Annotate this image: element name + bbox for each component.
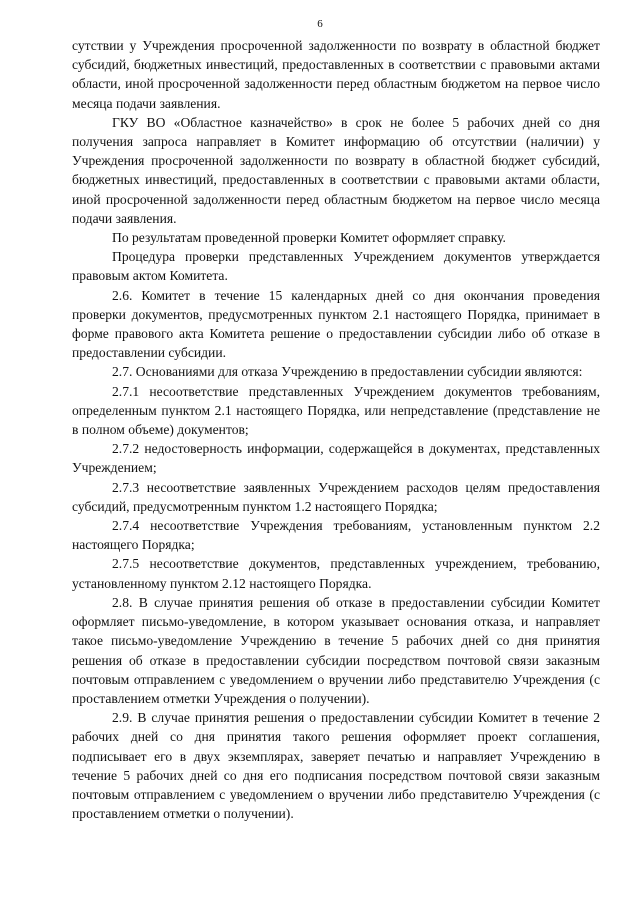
page-number: 6: [317, 18, 323, 30]
paragraph-2-8: 2.8. В случае принятия решения об отказе в предоставлении субсидии Комитет оформляет письмо-уведомление, в котором указывает основания отказа, и направляет такое письмо-уведомление Учреждению в течение 5 рабочих дней со дня принятия решения об отказе в предоставлении субсидии посредством почтовой связи заказным почтовым отправлением с уведомлением о вручении либо представителю Учреждения (с проставлением отметки Учреждения о получении).: [72, 594, 600, 706]
document-body: [72, 36, 600, 823]
paragraph-3: По результатам проведенной проверки Комитет оформляет справку.: [112, 230, 506, 246]
paragraph-2-7-3: 2.7.3 несоответствие заявленных Учреждением расходов целям предоставления субсидий, предусмотренным пунктом 1.2 настоящего Порядка;: [72, 479, 600, 514]
paragraph-2-7-5: 2.7.5 несоответствие документов, представленных учреждением, требованию, установленному пунктом 2.12 настоящего Порядка.: [72, 556, 600, 591]
paragraph-2-7-2: 2.7.2 недостоверность информации, содержащейся в документах, представленных Учреждением;: [72, 441, 600, 476]
paragraph-4: Процедура проверки представленных Учреждением документов утверждается правовым актом Комитета.: [72, 249, 600, 284]
paragraph-2-6: 2.6. Комитет в течение 15 календарных дней со дня окончания проведения проверки документов, предусмотренных пунктом 2.1 настоящего Порядка, принимает в форме правового акта Комитета решение о предоставлении субсидии либо об отказе в предоставлении субсидии.: [72, 287, 600, 361]
paragraph-2: ГКУ ВО «Областное казначейство» в срок не более 5 рабочих дней со дня получения запроса направляет в Комитет информацию об отсутствии (наличии) у Учреждения просроченной задолженности по возврату в областной бюджет субсидий, бюджетных инвестиций, предоставленных в соответствии с правовыми актами области, иной просроченной задолженности перед областным бюджетом на первое число месяца подачи заявления.: [72, 114, 600, 226]
paragraph-2-7-1: 2.7.1 несоответствие представленных Учреждением документов требованиям, определенным пунктом 2.1 настоящего Порядка, или непредставление (представление не в полном объеме) документов;: [72, 383, 600, 438]
paragraph-1: сутствии у Учреждения просроченной задолженности по возврату в областной бюджет субсидий, бюджетных инвестиций, предоставленных в соответствии с правовыми актами области, иной просроченной задолженности перед областным бюджетом на первое число месяца подачи заявления.: [72, 38, 600, 111]
paragraph-2-7-4: 2.7.4 несоответствие Учреждения требованиям, установленным пунктом 2.2 настоящего Порядка;: [72, 518, 600, 553]
paragraph-2-9: 2.9. В случае принятия решения о предоставлении субсидии Комитет в течение 2 рабочих дней со дня принятия такого решения оформляет проект соглашения, подписывает его в двух экземплярах, заверяет печатью и направляет Учреждению в течение 5 рабочих дней со дня его подписания посредством почтовой связи заказным почтовым отправлением с уведомлением о вручении либо представителю Учреждения (с проставлением отметки о получении).: [72, 710, 600, 822]
paragraph-2-7: 2.7. Основаниями для отказа Учреждению в предоставлении субсидии являются:: [112, 364, 583, 380]
